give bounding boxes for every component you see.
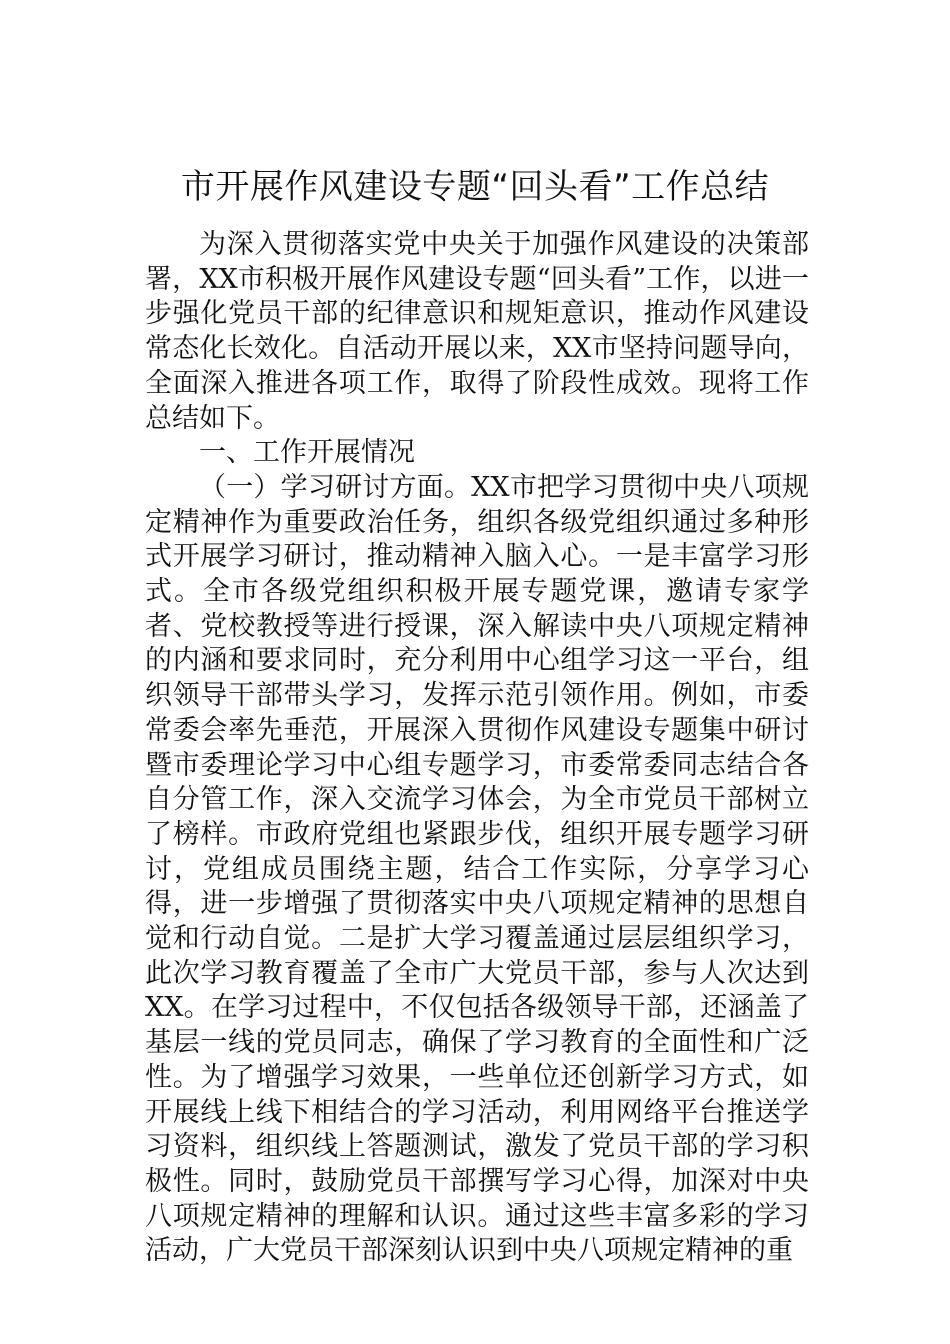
intro-paragraph: 为深入贯彻落实党中央关于加强作风建设的决策部署，XX市积极开展作风建设专题“回头看”工作，以进一步强化党员干部的纪律意识和规矩意识，推动作风建设常态化长效化。自活动开展以来，XX市坚持问题导向，全面深入推进各项工作，取得了阶段性成效。现将工作总结如下。 <box>145 229 809 434</box>
document-title: 市开展作风建设专题“回头看”工作总结 <box>180 167 770 207</box>
section-heading: 一、工作开展情况 <box>199 437 415 469</box>
document-body <box>145 228 809 1269</box>
study-paragraph: （一）学习研讨方面。XX市把学习贯彻中央八项规定精神作为重要政治任务，组织各级党组织通过多种形式开展学习研讨，推动精神入脑入心。一是丰富学习形式。全市各级党组织积极开展专题党课，邀请专家学者、党校教授等进行授课，深入解读中央八项规定精神的内涵和要求同时，充分利用中心组学习这一平台，组织领导干部带头学习，发挥示范引领作用。例如，市委常委会率先垂范，开展深入贯彻作风建设专题集中研讨暨市委理论学习中心组专题学习，市委常委同志结合各自分管工作，深入交流学习体会，为全市党员干部树立了榜样。市政府党组也紧跟步伐，组织开展专题学习研讨，党组成员围绕主题，结合工作实际，分享学习心得，进一步增强了贯彻落实中央八项规定精神的思想自觉和行动自觉。二是扩大学习覆盖通过层层组织学习，此次学习教育覆盖了全市广大党员干部，参与人次达到XX。在学习过程中，不仅包括各级领导干部，还涵盖了基层一线的党员同志，确保了学习教育的全面性和广泛性。为了增强学习效果，一些单位还创新学习方式，如开展线上线下相结合的学习活动，利用网络平台推送学习资料，组织线上答题测试，激发了党员干部的学习积极性。同时，鼓励党员干部撰写学习心得，加深对中央八项规定精神的理解和认识。通过这些丰富多彩的学习活动，广大党员干部深刻认识到中央八项规定精神的重 <box>145 471 809 1267</box>
